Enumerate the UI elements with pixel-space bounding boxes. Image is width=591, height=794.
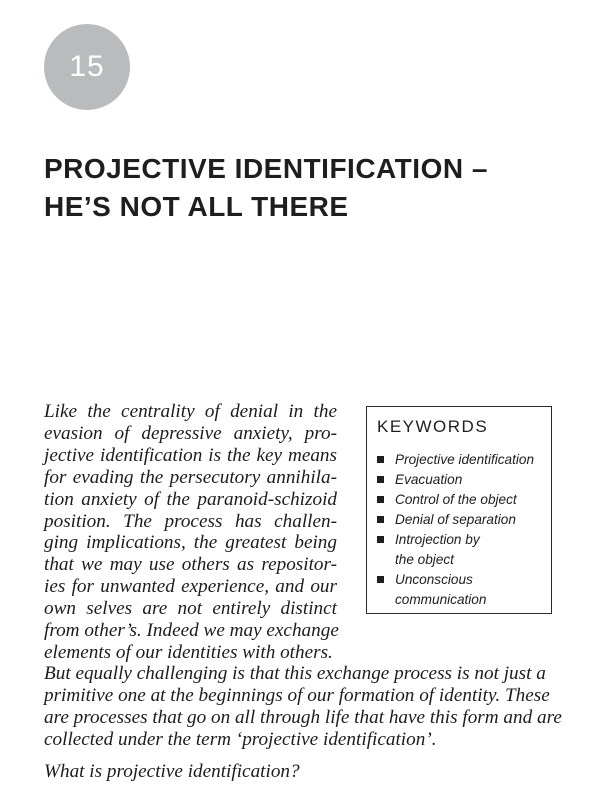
keyword-item: Evacuation: [377, 470, 534, 490]
intro-line: ging implications, the greatest being: [44, 532, 337, 554]
chapter-title: [44, 150, 564, 226]
intro-line: own selves are not entirely distinct: [44, 598, 337, 620]
square-bullet-icon: [377, 496, 384, 503]
intro-line: evasion of depressive anxiety, pro-: [44, 422, 337, 444]
continuation-line: primitive one at the beginnings of our formation of identity. These: [44, 684, 550, 706]
intro-line: tion anxiety of the paranoid-schizoid: [44, 488, 337, 510]
chapter-number-badge: [44, 24, 130, 110]
square-bullet-icon: [377, 476, 384, 483]
continuation-line: But equally challenging is that this exchange process is not just a: [44, 663, 546, 684]
intro-line: Like the centrality of denial in the: [44, 401, 337, 422]
continuation-line: are processes that go on all through life that have this form and are: [44, 706, 562, 728]
continuation-line: collected under the term ‘projective identification’.: [44, 728, 437, 750]
keyword-item: Projective identification: [377, 450, 534, 470]
square-bullet-icon: [377, 536, 384, 543]
intro-line: elements of our identities with others.: [44, 641, 333, 663]
intro-line: position. The process has challen-: [44, 510, 337, 532]
chapter-number: 15: [69, 50, 105, 83]
square-bullet-icon: [377, 576, 384, 583]
keyword-item: Control of the object: [377, 490, 534, 510]
chapter-title-line-2: HE’S NOT ALL THERE: [44, 191, 349, 222]
keyword-item: Unconscious communication: [377, 570, 534, 610]
intro-line: from other’s. Indeed we may exchange: [44, 620, 339, 642]
continuation-paragraph: [44, 663, 562, 751]
intro-line: ies for unwanted experience, and our: [44, 576, 337, 598]
intro-line: for evading the persecutory annihila-: [44, 466, 337, 488]
square-bullet-icon: [377, 516, 384, 523]
chapter-title-line-1: PROJECTIVE IDENTIFICATION –: [44, 153, 488, 184]
intro-line: that we may use others as repositor-: [44, 554, 337, 576]
keyword-item: Denial of separation: [377, 510, 534, 530]
square-bullet-icon: [377, 456, 384, 463]
intro-paragraph: [44, 401, 337, 664]
keywords-heading: KEYWORDS: [377, 417, 489, 436]
keyword-item: Introjection by the object: [377, 530, 534, 570]
keywords-list: [377, 450, 534, 610]
intro-line: jective identification is the key means: [44, 444, 337, 466]
keywords-box: [366, 406, 552, 614]
section-question: What is projective identification?: [44, 761, 300, 782]
